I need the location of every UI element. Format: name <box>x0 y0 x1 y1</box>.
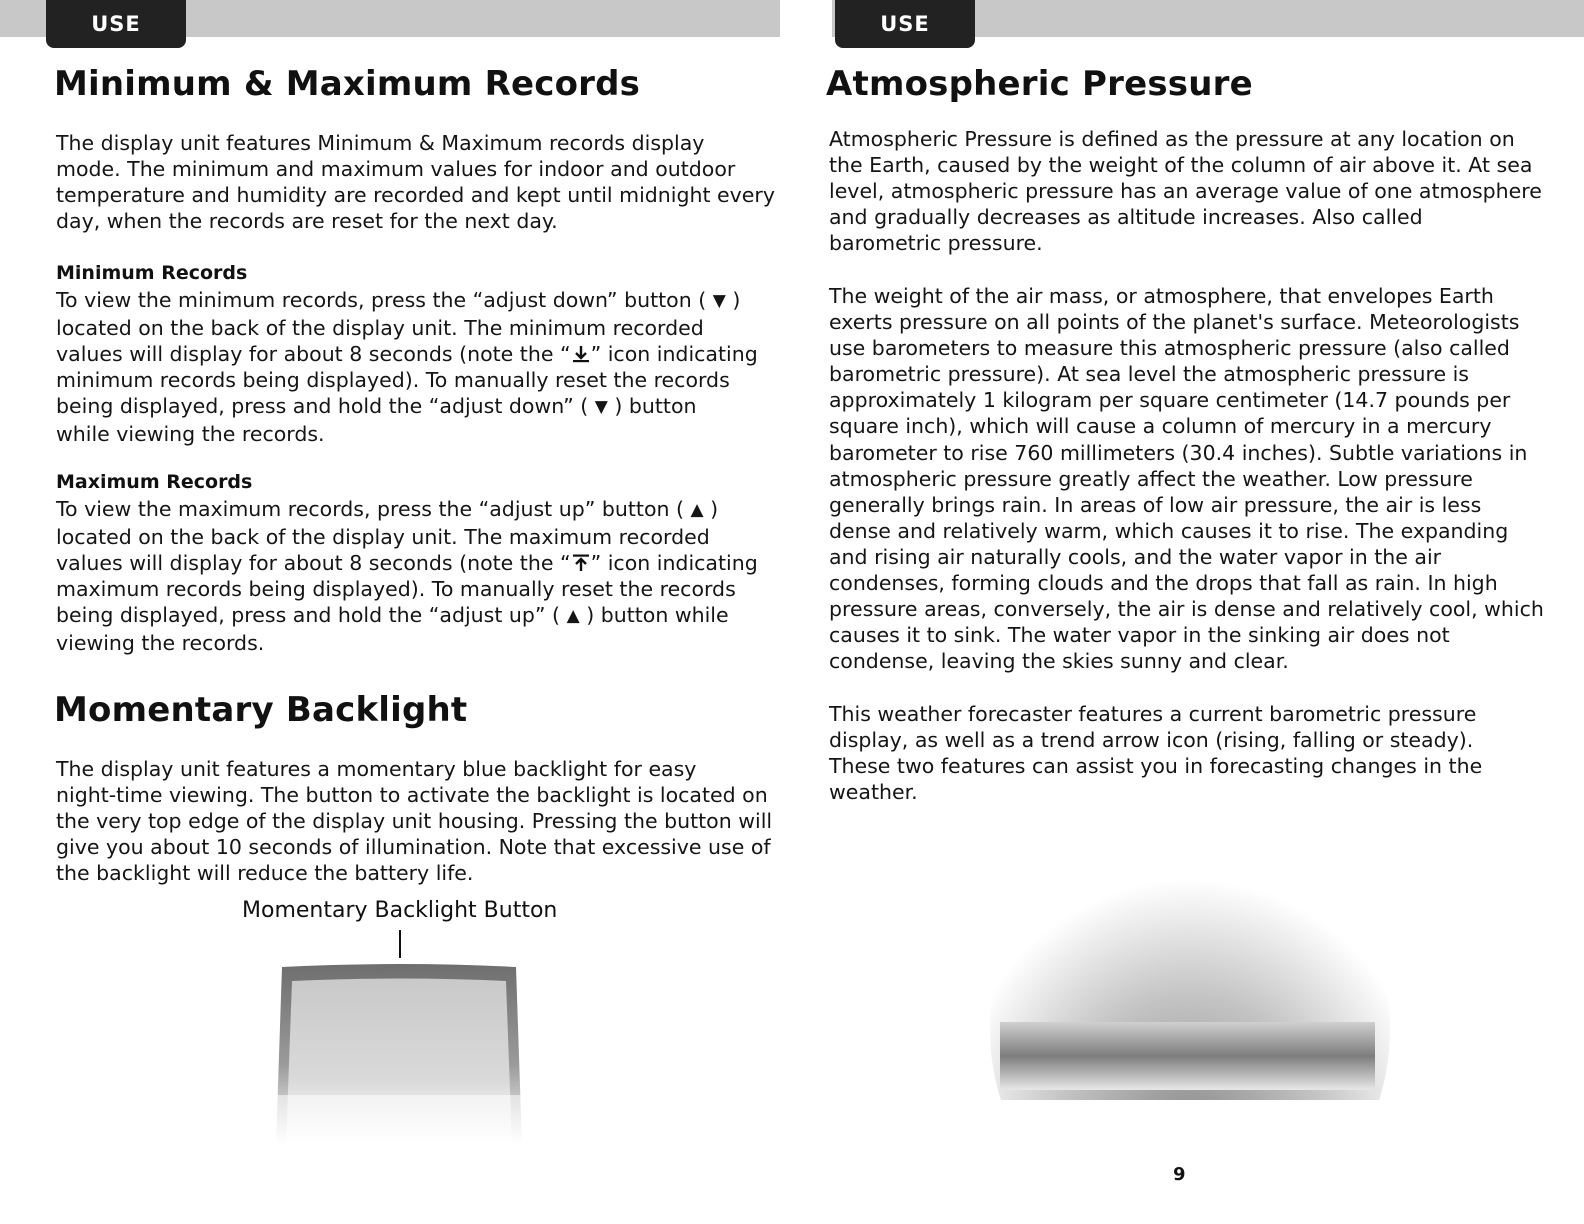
text-line: The display unit features Minimum & Maximum records display <box>56 131 705 155</box>
text-line: barometric pressure. <box>829 231 1043 256</box>
text-line: and gradually decreases as altitude increases. Also called <box>829 205 1423 230</box>
text-line: minimum records being displayed). To manually reset the records <box>56 368 730 393</box>
triangle-up-icon: ▲ <box>566 606 580 627</box>
pressure-definition <box>829 126 1549 256</box>
page-number: 9 <box>1173 1164 1186 1185</box>
arrow-up-bar-icon <box>571 553 591 573</box>
pressure-explanation <box>829 283 1549 674</box>
text-line: and rising air naturally cools, and the water vapor in the air <box>829 544 1442 569</box>
text-fragment: ” icon indicating <box>590 551 758 576</box>
text-line: night-time viewing. The button to activate the backlight is located on <box>56 783 768 808</box>
text-fragment: values will display for about 8 seconds (note the “ <box>56 342 571 367</box>
min-max-intro <box>56 130 776 234</box>
backlight-button-caption: Momentary Backlight Button <box>242 898 558 923</box>
text-line: barometric pressure). At sea level the atmospheric pressure is <box>829 362 1469 387</box>
text-line: causes it to sink. The water vapor in the sinking air does not <box>829 623 1450 648</box>
minimum-records-text <box>56 287 776 448</box>
left-section-tab: USE <box>46 0 186 48</box>
text-fragment: ) button while <box>586 603 729 628</box>
text-line: weather. <box>829 780 918 805</box>
maximum-records-text <box>56 496 776 657</box>
text-line: the Earth, caused by the weight of the column of air above it. At sea <box>829 153 1533 178</box>
text-line <box>56 287 776 315</box>
text-line <box>56 602 776 630</box>
display-unit-illustration <box>260 925 540 1150</box>
weather-station-illustration <box>975 810 1405 1100</box>
text-line: pressure areas, conversely, the air is dense and relatively cool, which <box>829 597 1544 622</box>
text-fragment: To view the maximum records, press the “adjust up” button ( <box>56 497 685 521</box>
text-line: square inch), which will cause a column of mercury in a mercury <box>829 414 1492 439</box>
backlight-text <box>56 756 776 886</box>
text-line: dense and relatively warm, which causes it to rise. The expanding <box>829 518 1509 543</box>
text-line: The weight of the air mass, or atmosphere, that envelopes Earth <box>829 284 1494 308</box>
text-line: use barometers to measure this atmospheric pressure (also called <box>829 336 1510 361</box>
forecaster-features <box>829 701 1549 805</box>
text-line: located on the back of the display unit. The maximum recorded <box>56 525 710 550</box>
text-line: generally brings rain. In areas of low air pressure, the air is less <box>829 492 1482 517</box>
text-line: exerts pressure on all points of the planet's surface. Meteorologists <box>829 310 1520 335</box>
text-line: located on the back of the display unit. The minimum recorded <box>56 316 704 341</box>
text-line: day, when the records are reset for the next day. <box>56 209 558 234</box>
triangle-up-icon: ▲ <box>690 500 704 520</box>
text-line <box>56 341 776 367</box>
atmospheric-pressure-title: Atmospheric Pressure <box>826 64 1253 104</box>
text-line: condense, leaving the skies sunny and clear. <box>829 649 1289 674</box>
right-section-tab: USE <box>835 0 975 48</box>
text-line: temperature and humidity are recorded and kept until midnight every <box>56 183 775 208</box>
text-line: maximum records being displayed). To manually reset the records <box>56 577 736 602</box>
text-line: Atmospheric Pressure is defined as the pressure at any location on <box>829 127 1515 151</box>
fade-mask <box>260 1095 540 1150</box>
text-fragment: values will display for about 8 seconds (note the “ <box>56 551 571 576</box>
triangle-down-icon: ▼ <box>712 291 726 311</box>
text-line: display, as well as a trend arrow icon (rising, falling or steady). <box>829 728 1474 753</box>
text-line <box>56 496 776 524</box>
text-line: the backlight will reduce the battery life. <box>56 861 474 886</box>
text-line: barometer to rise 760 millimeters (30.4 inches). Subtle variations in <box>829 440 1528 465</box>
text-line: approximately 1 kilogram per square centimeter (14.7 pounds per <box>829 388 1511 413</box>
text-line: The display unit features a momentary blue backlight for easy <box>56 757 697 781</box>
arrow-down-bar-icon <box>571 344 591 364</box>
text-fragment: ) <box>710 497 719 521</box>
triangle-down-icon: ▼ <box>594 397 608 418</box>
text-fragment: ) <box>732 288 741 312</box>
minimum-records-heading: Minimum Records <box>56 262 248 284</box>
maximum-records-heading: Maximum Records <box>56 471 253 493</box>
text-line: viewing the records. <box>56 631 265 656</box>
text-line: level, atmospheric pressure has an average value of one atmosphere <box>829 179 1542 204</box>
text-fragment: ) button <box>614 394 697 419</box>
min-max-records-title: Minimum & Maximum Records <box>54 64 641 104</box>
text-fragment: being displayed, press and hold the “adjust down” ( <box>56 394 589 419</box>
text-line: condenses, forming clouds and the drops that fall as rain. In high <box>829 571 1498 596</box>
text-line: mode. The minimum and maximum values for indoor and outdoor <box>56 157 736 182</box>
text-line: give you about 10 seconds of illumination. Note that excessive use of <box>56 835 771 860</box>
text-line: This weather forecaster features a current barometric pressure <box>829 702 1477 726</box>
text-line: atmospheric pressure greatly affect the weather. Low pressure <box>829 466 1473 491</box>
momentary-backlight-title: Momentary Backlight <box>54 690 468 730</box>
text-line <box>56 393 776 421</box>
station-base <box>1000 1022 1375 1090</box>
text-fragment: ” icon indicating <box>590 342 758 367</box>
text-line <box>56 550 776 576</box>
text-line: while viewing the records. <box>56 422 325 447</box>
text-line: These two features can assist you in forecasting changes in the <box>829 754 1483 779</box>
text-line: the very top edge of the display unit housing. Pressing the button will <box>56 809 773 834</box>
text-fragment: To view the minimum records, press the “adjust down” button ( <box>56 288 707 312</box>
text-fragment: being displayed, press and hold the “adjust up” ( <box>56 603 561 628</box>
